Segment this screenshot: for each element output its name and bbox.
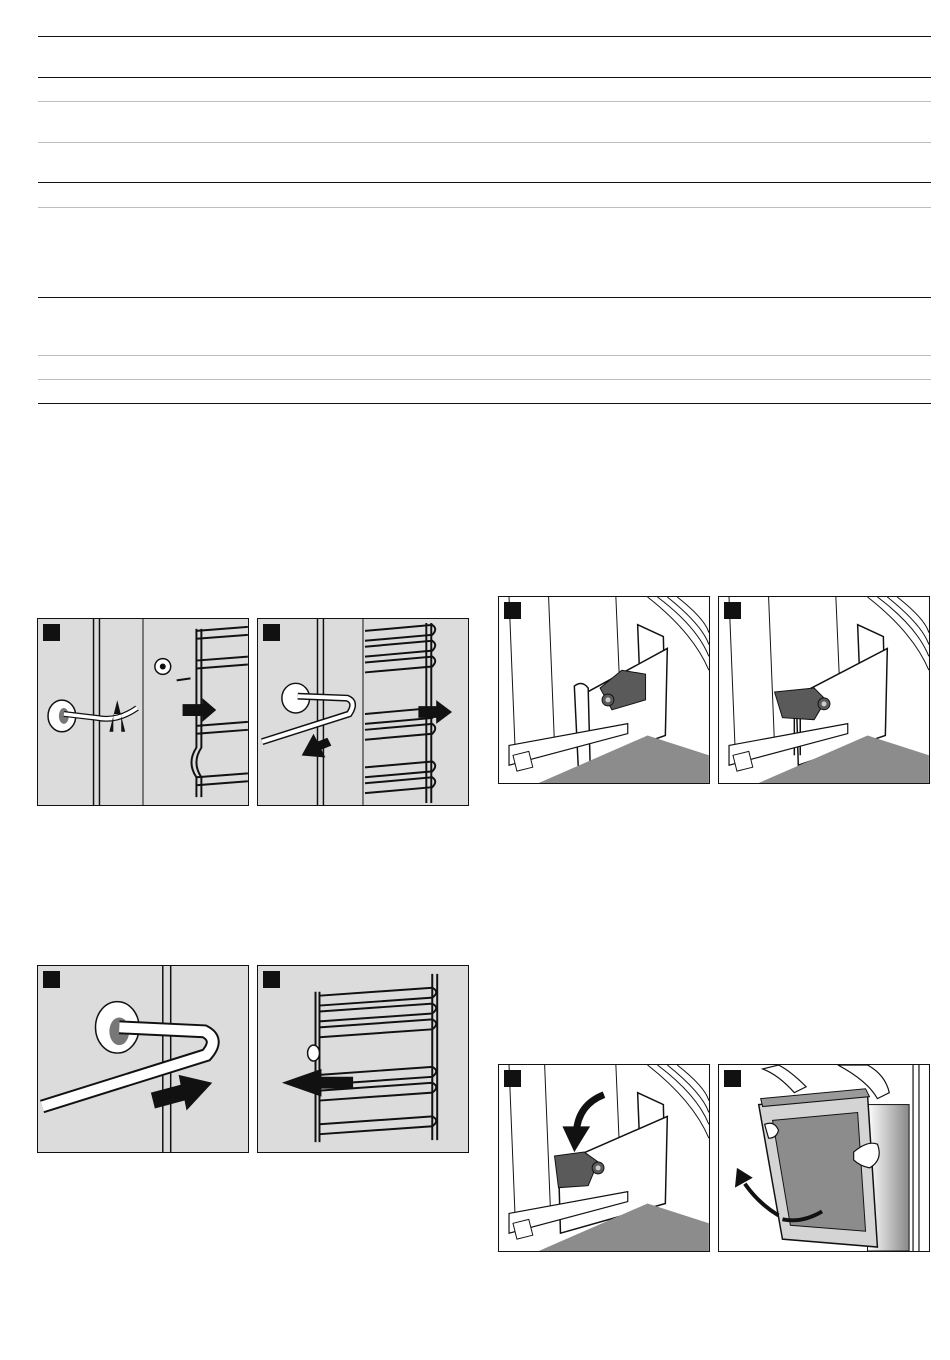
table-rule-top	[38, 36, 931, 37]
table-rule-bottom	[38, 403, 931, 404]
table-rule	[38, 207, 931, 208]
table-rule	[38, 297, 931, 298]
figure-hinge-lever-open	[718, 596, 930, 784]
table-rule	[38, 379, 931, 380]
figure-rack-removal-lift	[37, 618, 249, 806]
figure-badge	[43, 971, 60, 988]
figure-rack-insert-hook	[37, 965, 249, 1153]
figure-badge	[263, 624, 280, 641]
hinge-open-illustration	[719, 597, 929, 783]
figure-badge	[504, 1070, 521, 1087]
rack-push-illustration	[258, 966, 468, 1152]
figure-rack-insert-push	[257, 965, 469, 1153]
table-rule	[38, 142, 931, 143]
figure-door-lift-off	[718, 1064, 930, 1252]
figure-badge	[263, 971, 280, 988]
table-rule	[38, 77, 931, 78]
figure-badge	[504, 602, 521, 619]
hinge-fold-illustration	[499, 1065, 709, 1251]
rack-pull-illustration	[258, 619, 468, 805]
door-lift-illustration	[719, 1065, 929, 1251]
figure-rack-removal-pull	[257, 618, 469, 806]
figure-hinge-lever-closed	[498, 596, 710, 784]
figure-hinge-lever-fold	[498, 1064, 710, 1252]
figure-badge	[724, 602, 741, 619]
hinge-closed-illustration	[499, 597, 709, 783]
rack-hook-illustration	[38, 966, 248, 1152]
table-rule	[38, 101, 931, 102]
rack-lift-illustration	[38, 619, 248, 805]
table-rule	[38, 355, 931, 356]
figure-badge	[43, 624, 60, 641]
table-rule	[38, 182, 931, 183]
figure-badge	[724, 1070, 741, 1087]
